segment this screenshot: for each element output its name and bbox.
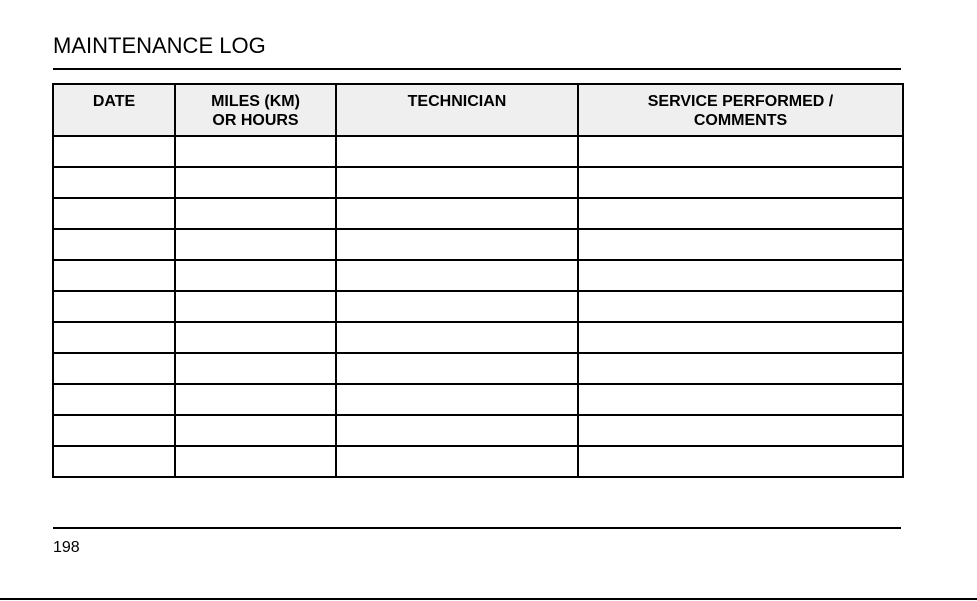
header-service-label-1: SERVICE PERFORMED /	[647, 93, 834, 110]
header-date	[53, 84, 175, 136]
cell-date[interactable]	[53, 167, 175, 198]
cell-service[interactable]	[578, 229, 903, 260]
cell-technician[interactable]	[336, 167, 578, 198]
header-technician	[336, 84, 578, 136]
cell-miles[interactable]	[175, 167, 336, 198]
table-row	[53, 291, 903, 322]
cell-date[interactable]	[53, 446, 175, 477]
header-service-label-2: COMMENTS	[693, 112, 788, 129]
title-divider	[53, 68, 901, 70]
cell-service[interactable]	[578, 353, 903, 384]
table-row	[53, 415, 903, 446]
table-row	[53, 136, 903, 167]
cell-technician[interactable]	[336, 353, 578, 384]
table-row	[53, 384, 903, 415]
cell-date[interactable]	[53, 415, 175, 446]
page-bottom-edge	[0, 598, 977, 600]
cell-service[interactable]	[578, 415, 903, 446]
cell-date[interactable]	[53, 136, 175, 167]
cell-service[interactable]	[578, 198, 903, 229]
cell-technician[interactable]	[336, 198, 578, 229]
footer-divider	[53, 527, 901, 529]
cell-miles[interactable]	[175, 198, 336, 229]
cell-date[interactable]	[53, 291, 175, 322]
cell-service[interactable]	[578, 136, 903, 167]
cell-technician[interactable]	[336, 136, 578, 167]
table-row	[53, 353, 903, 384]
cell-date[interactable]	[53, 198, 175, 229]
header-miles-label-2: OR HOURS	[212, 112, 299, 129]
maintenance-log-table	[52, 83, 904, 478]
header-date-label: DATE	[92, 93, 136, 110]
page-title: MAINTENANCE LOG	[53, 33, 266, 58]
table-body	[53, 136, 903, 477]
cell-technician[interactable]	[336, 291, 578, 322]
cell-miles[interactable]	[175, 136, 336, 167]
cell-date[interactable]	[53, 260, 175, 291]
header-miles-label-1: MILES (KM)	[211, 93, 300, 110]
cell-miles[interactable]	[175, 415, 336, 446]
table-row	[53, 167, 903, 198]
cell-miles[interactable]	[175, 384, 336, 415]
cell-service[interactable]	[578, 260, 903, 291]
table-row	[53, 198, 903, 229]
cell-technician[interactable]	[336, 415, 578, 446]
cell-date[interactable]	[53, 229, 175, 260]
cell-technician[interactable]	[336, 260, 578, 291]
table-row	[53, 446, 903, 477]
cell-miles[interactable]	[175, 291, 336, 322]
table-row	[53, 260, 903, 291]
header-technician-label: TECHNICIAN	[407, 93, 507, 110]
cell-miles[interactable]	[175, 446, 336, 477]
table-row	[53, 229, 903, 260]
table-row	[53, 322, 903, 353]
cell-technician[interactable]	[336, 446, 578, 477]
cell-service[interactable]	[578, 322, 903, 353]
cell-date[interactable]	[53, 384, 175, 415]
cell-service[interactable]	[578, 446, 903, 477]
cell-service[interactable]	[578, 167, 903, 198]
header-service	[578, 84, 903, 136]
cell-technician[interactable]	[336, 229, 578, 260]
cell-technician[interactable]	[336, 384, 578, 415]
cell-miles[interactable]	[175, 229, 336, 260]
cell-miles[interactable]	[175, 353, 336, 384]
header-miles	[175, 84, 336, 136]
cell-service[interactable]	[578, 291, 903, 322]
cell-miles[interactable]	[175, 260, 336, 291]
cell-service[interactable]	[578, 384, 903, 415]
cell-date[interactable]	[53, 353, 175, 384]
page-number: 198	[53, 539, 80, 556]
cell-miles[interactable]	[175, 322, 336, 353]
table-header-row	[53, 84, 903, 136]
cell-date[interactable]	[53, 322, 175, 353]
cell-technician[interactable]	[336, 322, 578, 353]
